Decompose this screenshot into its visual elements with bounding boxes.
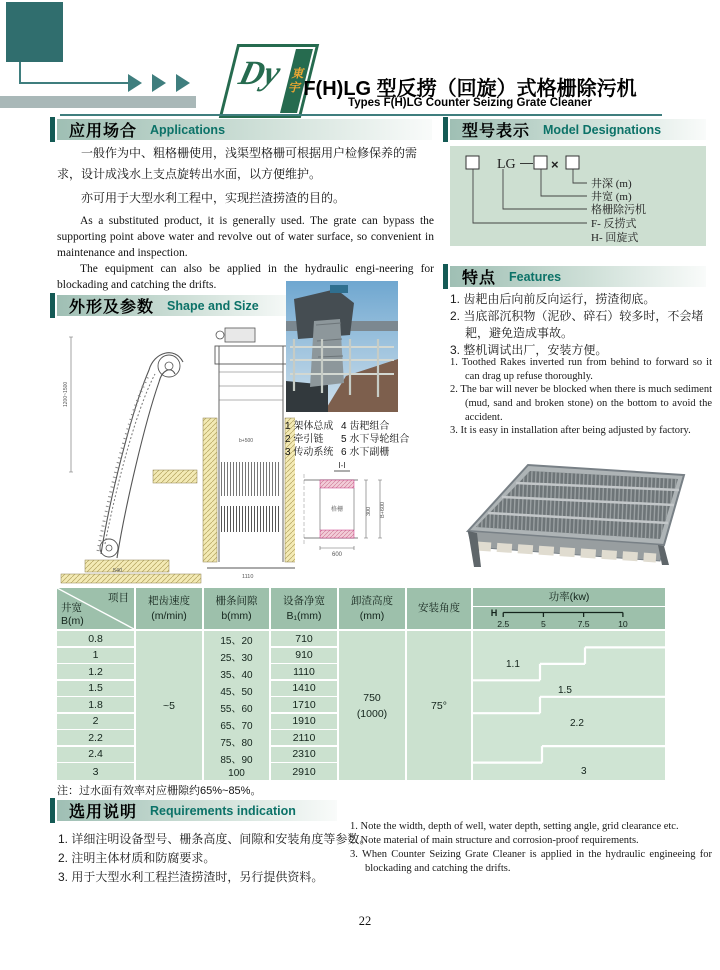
caption-item: 6 水下副栅 [341,447,390,459]
features-section-header [450,266,706,287]
header-unit: B₁(mm) [286,609,322,622]
caption-item: 4 齿耙组合 [341,421,390,432]
col-header-power [473,588,665,629]
page-subtitle: Types F(H)LG Counter Seizing Grate Cleaner [348,97,592,109]
svg-text:格栅除污机: 格栅除污机 [591,204,646,216]
caption-item: 3 传动系统 [285,447,334,459]
svg-text:F- 反捞式: F- 反捞式 [591,218,637,230]
applications-section-header [57,119,432,140]
section-accent [443,117,448,142]
net-width-cell: 2910 [271,763,337,780]
svg-text:1.5: 1.5 [558,685,572,696]
photo-caption-list [285,420,415,460]
col-header-install-angle [407,588,471,629]
shape-title-en: Shape and Size [167,298,259,313]
features-list-cn [450,291,708,359]
table-note: 注：过水面有效率对应栅隙约65%~85%。 [57,785,262,797]
net-width-cell: 1410 [271,681,337,696]
svg-text:7.5: 7.5 [577,619,590,629]
header-unit: b(mm) [221,609,252,622]
corner-label-item: 项目 [108,592,129,604]
requirement-en-item: 2. Note material of main structure and corrosion-proof requirements. [350,834,639,846]
net-width-cell: 1110 [271,664,337,679]
header-text: 卸渣高度 [351,595,393,608]
net-width-cell: 2310 [271,747,337,762]
svg-text:LG: LG [497,157,516,172]
spec-table [57,588,665,781]
applications-paragraph-cn-1: 一般作为中、粗格栅使用，浅渠型格栅可根据用户检修保养的需求，设计成浅水上支点旋转出水面，以方便维护。 [57,146,418,181]
net-width-cell: 910 [271,648,337,663]
header-text: 功率(kw) [548,591,590,603]
page-title: F(H)LG 型反捞（回旋）式格栅除污机 [303,78,637,100]
svg-text:H: H [490,608,498,619]
depth-scale [473,607,665,629]
applications-title-en: Applications [150,122,226,137]
requirement-en-item: 1. Note the width, depth of well, water depth, setting angle, grid clearance etc. [350,821,679,832]
rake-speed-cell: ~5 [136,631,202,780]
gap-value: 35、40 [220,670,253,681]
model-designation-diagram [450,146,706,246]
well-width-cell: 2.4 [57,747,134,762]
svg-text:×: × [551,157,559,172]
svg-text:b+500: b+500 [239,438,254,444]
header-text: 栅条间隙 [215,595,258,608]
svg-text:300: 300 [366,506,372,516]
gap-value: 55、60 [220,704,253,715]
net-width-cell: 1710 [271,697,337,712]
caption-item: 2 牵引链 [285,434,324,446]
header-unit: (m/min) [151,609,187,622]
unload-value-alt: (1000) [356,707,388,720]
net-width-cell: 2110 [271,730,337,745]
model-title-cn: 型号表示 [462,123,531,140]
gap-value: 15、20 [220,636,253,647]
requirement-cn-item: 1. 详细注明设备型号、栅条高度、间隙和安装角度等参数。 [58,832,372,846]
section-accent [50,117,55,142]
col-header-bar-gap [204,588,269,629]
model-designation-box [450,146,706,246]
title-rule [60,114,662,116]
feature-en-item: 2. The bar will never be blocked when there is much sediment (mud, sand and broken stone) on the bottom to avoid the accident. [450,384,712,423]
section-accent [50,293,55,318]
requirement-cn-item: 2. 注明主体材质和防腐要求。 [58,850,216,865]
logo-dy-monogram: Dy [235,55,285,92]
connector-line [14,60,134,96]
table-corner-header [57,588,134,629]
well-width-cell: 2 [57,714,134,729]
well-width-cell: 1.5 [57,681,134,696]
svg-text:10: 10 [618,619,628,629]
well-width-cell: 1.8 [57,697,134,712]
header-text: 耙齿速度 [148,595,190,608]
net-width-cell: 1910 [271,714,337,729]
shape-section-header [57,295,297,316]
applications-paragraph-cn-2: 亦可用于大型水利工程中，实现拦渣捞渣的目的。 [81,191,346,205]
svg-text:井宽 (m): 井宽 (m) [591,191,632,203]
install-angle-cell: 75° [407,631,471,780]
requirements-list-cn [58,830,388,887]
svg-text:井深 (m): 井深 (m) [591,178,632,190]
gap-value: 85、90 [220,755,253,766]
header-text: 设备净宽 [283,595,325,608]
shape-title-cn: 外形及参数 [69,299,155,316]
applications-paragraph-en-1: As a substituted product, it is generally used. The grate can bypass the supporting point above water and revolve out of water surface, so convenient in maintenance and inspection. [57,215,434,259]
requirement-cn-item: 3. 用于大型水利工程拦渣捞渣时，另行提供资料。 [58,869,324,884]
installation-photo [286,281,398,412]
power-step-chart [473,631,665,780]
arrow-right-icon [152,74,166,92]
svg-text:600: 600 [331,552,343,558]
requirements-section-header [57,800,337,821]
well-width-cell: 3 [57,763,134,780]
svg-text:1.1: 1.1 [506,659,520,670]
gap-value: 65、70 [220,721,253,732]
feature-cn-item: 3. 整机调试出厂，安装方便。 [450,343,608,358]
section-accent [443,264,448,289]
arrow-right-icon [128,74,142,92]
model-section-header [450,119,706,140]
features-title-en: Features [509,269,562,284]
section-detail-drawing [296,460,388,558]
applications-title-cn: 应用场合 [69,123,138,140]
svg-text:格栅: 格栅 [330,507,344,513]
requirement-en-item: 3. When Counter Seizing Grate Cleaner is applied in the hydraulic engineeing for blockading and catching the drifts. [350,848,712,874]
power-chart-svg [473,631,665,780]
arrow-right-icon [176,74,190,92]
svg-text:3: 3 [581,766,587,777]
gap-value: 25、30 [220,653,253,664]
technical-drawing [57,322,295,584]
corner-decoration-rect [6,2,63,62]
gap-value: 100 [228,768,245,779]
gray-bar-decoration [0,96,196,108]
svg-text:1200~1500: 1200~1500 [63,381,69,407]
gap-value: 45、50 [220,687,253,698]
feature-en-item: 3. It is easy in installation after being adjusted by factory. [450,425,691,437]
corner-label-unit: B(m) [61,614,84,627]
logo-cjk-text: 東宇 [280,49,313,113]
col-header-unload-height [339,588,405,629]
grate-3d-render [450,445,708,577]
svg-text:B+600: B+600 [380,501,386,518]
well-width-cell: 1.2 [57,664,134,679]
feature-en-item: 1. Toothed Rakes inverted run from behind to forward so it can drag up refuse thoroughly. [450,357,712,382]
well-width-cell: 2.2 [57,730,134,745]
requirements-title-cn: 选用说明 [69,804,138,821]
features-list-en [450,356,712,438]
model-title-en: Model Designations [543,122,662,137]
svg-text:1110: 1110 [242,574,254,580]
svg-text:2.2: 2.2 [570,718,584,729]
svg-text:540: 540 [113,568,123,574]
header-unit: (mm) [359,609,385,622]
feature-cn-item: 2. 当底部沉积物（泥砂、碎石）较多时，不会堵耙，避免造成事故。 [450,309,704,341]
svg-text:H- 回旋式: H- 回旋式 [591,232,639,244]
col-header-net-width [271,588,337,629]
caption-item: 5 水下导轮组合 [341,434,410,446]
well-width-cell: 1 [57,648,134,663]
applications-paragraph-en-2: The equipment can also be applied in the hydraulic engi-neering for blockading and catching the drifts. [57,263,434,291]
well-width-cell: 0.8 [57,631,134,646]
corner-label-well-width: 井宽 [61,601,82,614]
net-width-cell: 710 [271,631,337,646]
svg-text:Ⅰ-Ⅰ: Ⅰ-Ⅰ [338,461,346,470]
requirements-list-en [350,820,712,875]
caption-item: 1 架体总成 [285,421,334,432]
svg-text:5: 5 [541,619,546,629]
header-text: 安装角度 [418,602,460,615]
svg-text:—: — [520,155,533,170]
bar-gap-cell [204,631,269,780]
section-accent [50,798,55,823]
unload-value: 750 [363,691,381,704]
col-header-rake-speed [136,588,202,629]
feature-cn-item: 1. 齿耙由后向前反向运行，捞渣彻底。 [450,292,656,306]
features-title-cn: 特点 [462,270,497,287]
page-number: 22 [358,914,372,928]
requirements-title-en: Requirements indication [150,803,296,818]
gap-value: 75、80 [220,738,253,749]
unload-height-cell [339,631,405,780]
svg-text:2.5: 2.5 [497,619,510,629]
